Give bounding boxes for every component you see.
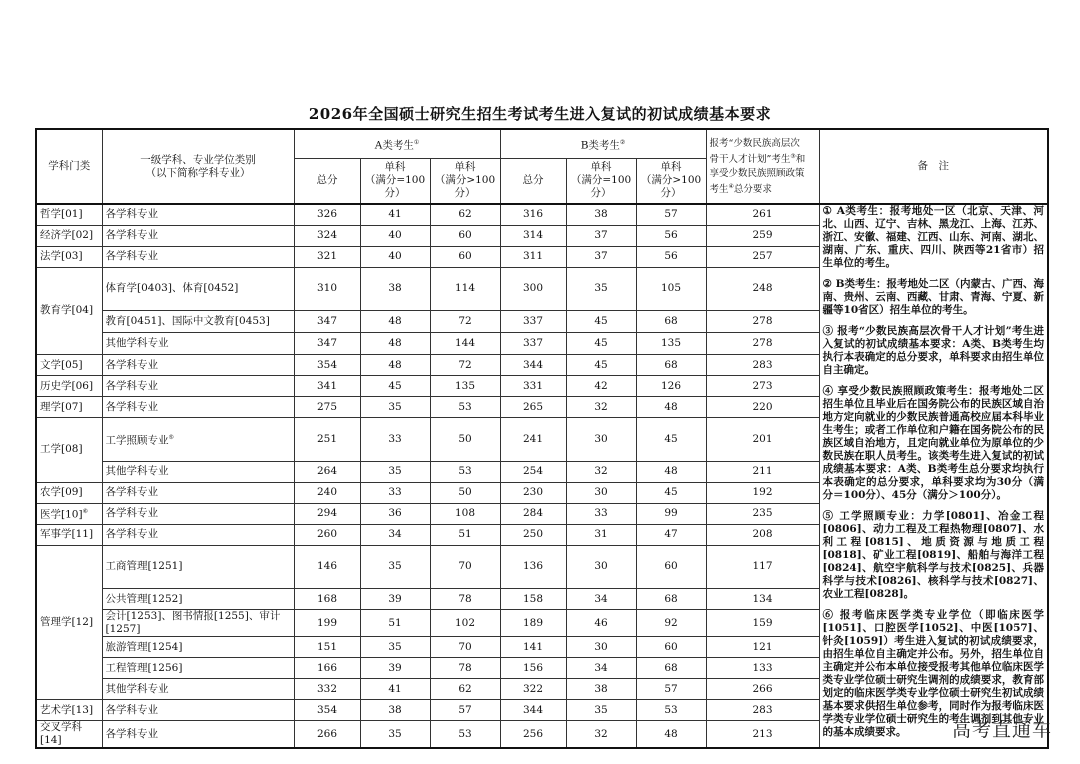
header-remarks: 备 注 (819, 129, 1048, 204)
subject-cell: 各学科专业 (102, 204, 294, 225)
special-score-cell: 235 (706, 503, 819, 524)
b-score-cell: 331 (500, 376, 566, 397)
a-score-cell: 35 (360, 545, 430, 589)
b-score-cell: 250 (500, 524, 566, 545)
a-score-cell: 354 (294, 700, 360, 721)
subject-cell: 各学科专业 (102, 376, 294, 397)
discipline-cell: 工学[08] (36, 418, 102, 483)
special-score-cell: 283 (706, 700, 819, 721)
special-score-cell: 211 (706, 461, 819, 482)
special-score-cell: 192 (706, 482, 819, 503)
table-row (36, 204, 1048, 225)
remarks-cell (819, 204, 1048, 748)
header-special-line4: 考生④总分要求 (709, 182, 772, 195)
b-score-cell: 344 (500, 355, 566, 376)
special-score-cell: 273 (706, 376, 819, 397)
header-b-sup: ② (619, 138, 626, 146)
b-score-cell: 284 (500, 503, 566, 524)
special-score-cell: 266 (706, 679, 819, 700)
b-score-cell: 48 (636, 461, 706, 482)
a-score-cell: 41 (360, 204, 430, 225)
discipline-cell: 教育学[04] (36, 267, 102, 355)
a-score-cell: 240 (294, 482, 360, 503)
subject-cell: 各学科专业 (102, 503, 294, 524)
special-score-cell: 259 (706, 225, 819, 246)
b-score-cell: 30 (566, 418, 636, 462)
subject-cell: 工商管理[1251] (102, 545, 294, 589)
a-score-cell: 53 (430, 721, 500, 749)
a-score-cell: 70 (430, 545, 500, 589)
subject-cell: 公共管理[1252] (102, 589, 294, 610)
b-score-cell: 141 (500, 637, 566, 658)
b-score-cell: 38 (566, 679, 636, 700)
b-score-cell: 68 (636, 355, 706, 376)
b-score-cell: 135 (636, 333, 706, 355)
special-score-cell: 278 (706, 311, 819, 333)
header-a-single100: 单科 （满分=100分） (360, 158, 430, 204)
a-score-cell: 199 (294, 610, 360, 637)
subject-cell: 各学科专业 (102, 225, 294, 246)
b-score-cell: 45 (566, 333, 636, 355)
b-score-cell: 57 (636, 204, 706, 225)
a-score-cell: 62 (430, 679, 500, 700)
a-score-cell: 332 (294, 679, 360, 700)
a-score-cell: 135 (430, 376, 500, 397)
b-score-cell: 158 (500, 589, 566, 610)
a-score-cell: 50 (430, 482, 500, 503)
a-score-cell: 60 (430, 246, 500, 267)
a-score-cell: 72 (430, 311, 500, 333)
discipline-cell: 军事学[11] (36, 524, 102, 545)
subject-cell: 各学科专业 (102, 524, 294, 545)
b-score-cell: 33 (566, 503, 636, 524)
b-score-cell: 344 (500, 700, 566, 721)
a-score-cell: 35 (360, 721, 430, 749)
a-score-cell: 275 (294, 397, 360, 418)
a-score-cell: 144 (430, 333, 500, 355)
a-score-cell: 341 (294, 376, 360, 397)
a-score-cell: 354 (294, 355, 360, 376)
a-score-cell: 35 (360, 397, 430, 418)
special-score-cell: 261 (706, 204, 819, 225)
a-score-cell: 50 (430, 418, 500, 462)
watermark: 高考直通车 (951, 719, 1052, 741)
b-score-cell: 156 (500, 658, 566, 679)
special-score-cell: 213 (706, 721, 819, 749)
b-score-cell: 32 (566, 461, 636, 482)
a-score-cell: 33 (360, 482, 430, 503)
a-score-cell: 33 (360, 418, 430, 462)
special-score-cell: 208 (706, 524, 819, 545)
a-score-cell: 35 (360, 461, 430, 482)
subject-cell: 各学科专业 (102, 721, 294, 749)
header-special-line2: 骨干人才计划”考生③和 (709, 153, 806, 166)
b-score-cell: 46 (566, 610, 636, 637)
subject-cell: 工学照顾专业⑤ (102, 418, 294, 462)
b-score-cell: 105 (636, 267, 706, 311)
b-score-cell: 35 (566, 700, 636, 721)
b-score-cell: 38 (566, 204, 636, 225)
discipline-cell: 哲学[01] (36, 204, 102, 225)
subject-cell: 其他学科专业 (102, 679, 294, 700)
special-score-cell: 133 (706, 658, 819, 679)
a-score-cell: 102 (430, 610, 500, 637)
remark-note: ① A类考生：报考地处一区（北京、天津、河北、山西、辽宁、吉林、黑龙江、上海、江苏、浙江、安徽、福建、江西、山东、河南、湖北、湖南、广东、重庆、四川、陕西等21省市）招生单位的考生。 (822, 205, 1045, 269)
special-score-cell: 248 (706, 267, 819, 311)
b-score-cell: 68 (636, 589, 706, 610)
discipline-cell: 历史学[06] (36, 376, 102, 397)
b-score-cell: 265 (500, 397, 566, 418)
b-score-cell: 45 (636, 482, 706, 503)
b-score-cell: 241 (500, 418, 566, 462)
a-score-cell: 38 (360, 700, 430, 721)
remark-note: ④ 享受少数民族照顾政策考生：报考地处二区招生单位且毕业后在国务院公布的民族区域自治地方定向就业的少数民族普通高校应届本科毕业生考生；或者工作单位和户籍在国务院公布的民族区域自治地方，且定向就业单位为原单位的少数民族在职人员考生。该类考生进入复试的初试成绩基本要求：A类、B类考生总分要求均执行本表确定的总分要求，单科要求均为30分（满分＝100分）、45分（满分＞100分）。 (822, 385, 1045, 501)
remark-note: ③ 报考“少数民族高层次骨干人才计划”考生进入复试的初试成绩基本要求：A类、B类考生均执行本表确定的总分要求，单科要求由招生单位自主确定。 (822, 325, 1045, 376)
special-score-cell: 220 (706, 397, 819, 418)
b-score-cell: 337 (500, 333, 566, 355)
b-score-cell: 53 (636, 700, 706, 721)
b-score-cell: 56 (636, 246, 706, 267)
a-score-cell: 166 (294, 658, 360, 679)
a-score-cell: 35 (360, 637, 430, 658)
subject-cell: 其他学科专业 (102, 333, 294, 355)
special-score-cell: 159 (706, 610, 819, 637)
remark-note: ② B类考生：报考地处二区（内蒙古、广西、海南、贵州、云南、西藏、甘肃、青海、宁夏、新疆等10省区）招生单位的考生。 (822, 278, 1045, 316)
b-score-cell: 126 (636, 376, 706, 397)
a-score-cell: 347 (294, 311, 360, 333)
discipline-cell: 文学[05] (36, 355, 102, 376)
b-score-cell: 32 (566, 397, 636, 418)
subject-cell: 各学科专业 (102, 397, 294, 418)
a-score-cell: 62 (430, 204, 500, 225)
a-score-cell: 321 (294, 246, 360, 267)
header-special-line3: 享受少数民族照顾政策 (709, 167, 805, 179)
b-score-cell: 311 (500, 246, 566, 267)
header-b-group (500, 129, 706, 158)
remark-note: ⑤ 工学照顾专业：力学[0801]、冶金工程[0806]、动力工程及工程热物理[0807]、水利工程[0815]、地质资源与地质工程[0818]、矿业工程[0819]、船舶与海洋工程[0824]、航空宇航科学与技术[0825]、兵器科学与技术[0826]、核科学与技术[0827]、农业工程[0828]。 (822, 510, 1045, 600)
subject-cell: 各学科专业 (102, 246, 294, 267)
subject-cell: 其他学科专业 (102, 461, 294, 482)
b-score-cell: 254 (500, 461, 566, 482)
a-score-cell: 70 (430, 637, 500, 658)
discipline-cell: 法学[03] (36, 246, 102, 267)
a-score-cell: 40 (360, 246, 430, 267)
special-score-cell: 278 (706, 333, 819, 355)
header-a-group (294, 129, 500, 158)
a-score-cell: 264 (294, 461, 360, 482)
b-score-cell: 45 (636, 418, 706, 462)
discipline-cell: 艺术学[13] (36, 700, 102, 721)
subject-cell: 各学科专业 (102, 700, 294, 721)
a-score-cell: 51 (430, 524, 500, 545)
a-score-cell: 40 (360, 225, 430, 246)
header-discipline: 学科门类 (36, 129, 102, 204)
a-score-cell: 53 (430, 461, 500, 482)
a-score-cell: 324 (294, 225, 360, 246)
header-b-single100: 单科 （满分=100分） (566, 158, 636, 204)
discipline-cell: 管理学[12] (36, 545, 102, 700)
a-score-cell: 108 (430, 503, 500, 524)
a-score-cell: 36 (360, 503, 430, 524)
header-special-line1: 报考“少数民族高层次 (709, 138, 800, 150)
remark-note: ⑥ 报考临床医学类专业学位（即临床医学[1051]、口腔医学[1052]、中医[1057]、针灸[1059]）考生进入复试的初试成绩要求，由招生单位自主确定并公布。另外，招生单位自主确定并公布本单位接受报考其他单位临床医学类专业学位硕士研究生调剂的成绩要求，教育部划定的临床医学类专业学位硕士研究生初试成绩基本要求供招生单位参考，同时作为报考临床医学类专业学位硕士研究生的考生调剂到其他专业的基本成绩要求。 (822, 609, 1045, 738)
score-table-wrap (35, 128, 1047, 749)
header-special (706, 129, 819, 204)
special-score-cell: 201 (706, 418, 819, 462)
header-b-singlegt100: 单科 （满分>100分） (636, 158, 706, 204)
a-score-cell: 48 (360, 311, 430, 333)
discipline-cell: 理学[07] (36, 397, 102, 418)
b-score-cell: 48 (636, 721, 706, 749)
a-score-cell: 168 (294, 589, 360, 610)
b-score-cell: 45 (566, 311, 636, 333)
a-score-cell: 41 (360, 679, 430, 700)
b-score-cell: 68 (636, 311, 706, 333)
subject-cell: 体育学[0403]、体育[0452] (102, 267, 294, 311)
a-score-cell: 114 (430, 267, 500, 311)
a-score-cell: 146 (294, 545, 360, 589)
b-score-cell: 35 (566, 267, 636, 311)
a-score-cell: 45 (360, 376, 430, 397)
b-score-cell: 189 (500, 610, 566, 637)
subject-cell: 工程管理[1256] (102, 658, 294, 679)
special-score-cell: 121 (706, 637, 819, 658)
b-score-cell: 256 (500, 721, 566, 749)
header-a-singlegt100: 单科 （满分>100分） (430, 158, 500, 204)
header-a-total: 总分 (294, 158, 360, 204)
discipline-cell: 农学[09] (36, 482, 102, 503)
a-score-cell: 310 (294, 267, 360, 311)
b-score-cell: 322 (500, 679, 566, 700)
subject-cell: 会计[1253]、图书情报[1255]、审计[1257] (102, 610, 294, 637)
discipline-cell: 交叉学科[14] (36, 721, 102, 749)
b-score-cell: 37 (566, 246, 636, 267)
discipline-cell: 经济学[02] (36, 225, 102, 246)
a-score-cell: 60 (430, 225, 500, 246)
b-score-cell: 92 (636, 610, 706, 637)
b-score-cell: 230 (500, 482, 566, 503)
discipline-cell: 医学[10]⑥ (36, 503, 102, 524)
a-score-cell: 326 (294, 204, 360, 225)
header-subject-line1: 一级学科、专业学位类别 (140, 153, 256, 166)
a-score-cell: 78 (430, 658, 500, 679)
score-table (35, 128, 1049, 749)
b-score-cell: 32 (566, 721, 636, 749)
b-score-cell: 99 (636, 503, 706, 524)
b-score-cell: 316 (500, 204, 566, 225)
b-score-cell: 48 (636, 397, 706, 418)
a-score-cell: 260 (294, 524, 360, 545)
b-score-cell: 42 (566, 376, 636, 397)
b-score-cell: 31 (566, 524, 636, 545)
a-score-cell: 39 (360, 589, 430, 610)
subject-cell: 各学科专业 (102, 355, 294, 376)
header-b-total: 总分 (500, 158, 566, 204)
b-score-cell: 57 (636, 679, 706, 700)
special-score-cell: 134 (706, 589, 819, 610)
b-score-cell: 337 (500, 311, 566, 333)
b-score-cell: 60 (636, 545, 706, 589)
a-score-cell: 266 (294, 721, 360, 749)
a-score-cell: 78 (430, 589, 500, 610)
header-a-sup: ① (413, 138, 420, 146)
score-table-body (36, 204, 1048, 748)
subject-cell: 各学科专业 (102, 482, 294, 503)
a-score-cell: 251 (294, 418, 360, 462)
b-score-cell: 60 (636, 637, 706, 658)
b-score-cell: 68 (636, 658, 706, 679)
special-score-cell: 283 (706, 355, 819, 376)
b-score-cell: 45 (566, 355, 636, 376)
b-score-cell: 34 (566, 658, 636, 679)
b-score-cell: 56 (636, 225, 706, 246)
a-score-cell: 48 (360, 333, 430, 355)
a-score-cell: 347 (294, 333, 360, 355)
a-score-cell: 294 (294, 503, 360, 524)
header-a-label: A类考生 (374, 139, 414, 151)
a-score-cell: 51 (360, 610, 430, 637)
b-score-cell: 47 (636, 524, 706, 545)
b-score-cell: 30 (566, 545, 636, 589)
header-b-label: B类考生 (580, 139, 620, 151)
subject-cell: 旅游管理[1254] (102, 637, 294, 658)
b-score-cell: 37 (566, 225, 636, 246)
a-score-cell: 38 (360, 267, 430, 311)
subject-cell: 教育[0451]、国际中文教育[0453] (102, 311, 294, 333)
b-score-cell: 30 (566, 482, 636, 503)
header-subject-line2: （以下简称学科专业） (145, 166, 251, 179)
b-score-cell: 300 (500, 267, 566, 311)
a-score-cell: 34 (360, 524, 430, 545)
header-subject (102, 129, 294, 204)
a-score-cell: 151 (294, 637, 360, 658)
a-score-cell: 72 (430, 355, 500, 376)
a-score-cell: 39 (360, 658, 430, 679)
a-score-cell: 53 (430, 397, 500, 418)
b-score-cell: 30 (566, 637, 636, 658)
special-score-cell: 117 (706, 545, 819, 589)
page-title: 2026年全国硕士研究生招生考试考生进入复试的初试成绩基本要求 (308, 105, 772, 123)
b-score-cell: 34 (566, 589, 636, 610)
special-score-cell: 257 (706, 246, 819, 267)
a-score-cell: 48 (360, 355, 430, 376)
a-score-cell: 57 (430, 700, 500, 721)
b-score-cell: 136 (500, 545, 566, 589)
b-score-cell: 314 (500, 225, 566, 246)
